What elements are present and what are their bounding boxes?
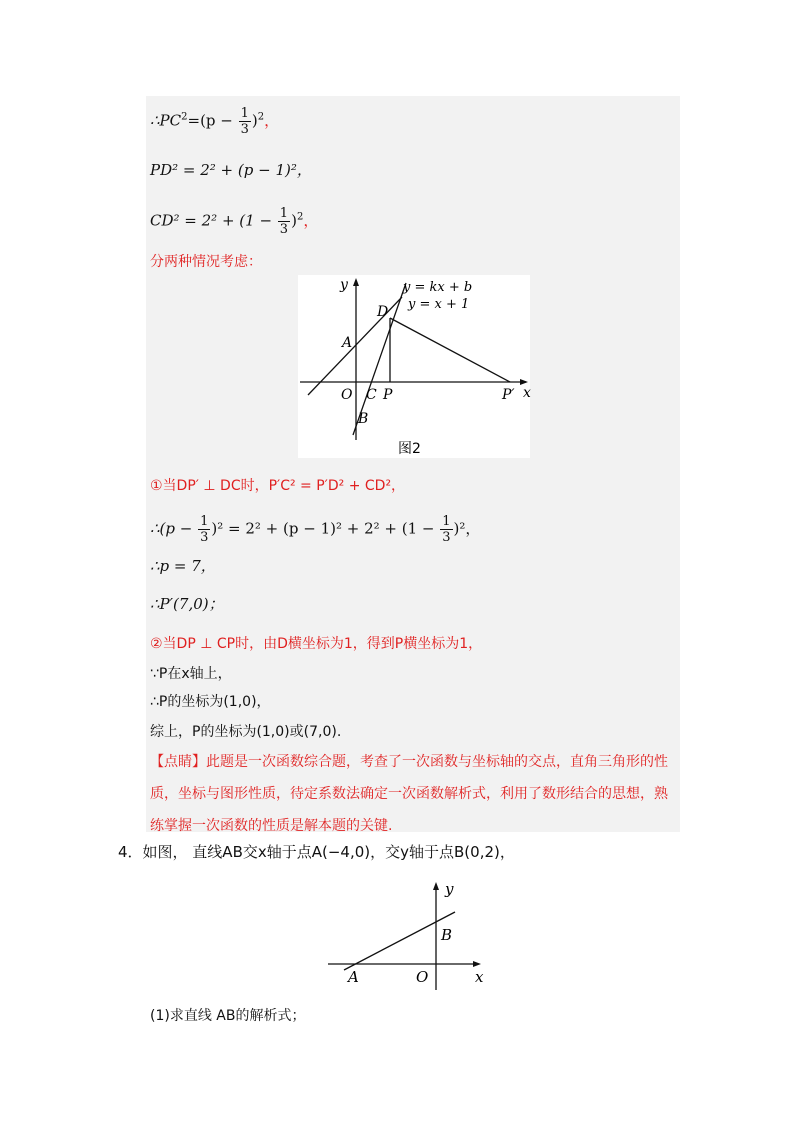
formula-pd-squared: PD² = 2² + (p − 1)²， [150,161,312,179]
q4-label-o: O [416,968,429,986]
figure-2-caption: 图2 [398,441,421,457]
question-4-figure [328,878,498,990]
case-1-equation: ∴(p − $\frac{1}{3}$ )² = 2² + (p − 1)² + 2² + (1 − $\frac{1}{3}$ )²， [150,514,481,545]
label-y: y [340,277,348,293]
q4-x-arrow [473,961,481,967]
label-c: C [366,387,377,403]
figure-2 [298,275,530,458]
label-b: B [358,411,369,427]
segment-dp-prime [390,318,510,382]
cases-heading: 分两种情况考虑： [150,254,262,270]
label-x: x [523,385,531,401]
y-axis-arrow [353,278,359,286]
formula-pc-squared: $\therefore PC^2=(p$ − $\frac{1}{3}$ )$^2$， [150,106,280,137]
label-eq-x-1: y = x + 1 [408,297,470,312]
case-2-intro: ②当DP ⊥ CP时，由D横坐标为1，得到P横坐标为1， [150,636,483,652]
case-1-intro: ①当DP′ ⊥ DC时，P′C² = P′D² + CD²， [150,478,406,494]
q4-label-a: A [348,968,359,986]
case-2-coordinate: ∴P的坐标为(1,0)， [150,694,271,710]
label-d: D [377,304,389,320]
label-o: O [341,387,353,403]
q4-label-y: y [445,880,454,898]
label-p: P [383,387,393,403]
formula-cd-squared: CD² = 2² + (1 − $\frac{1}{3}$ )$^2$， [150,206,319,237]
q4-y-arrow [433,882,439,890]
q4-label-x: x [475,968,484,986]
summary: 综上，P的坐标为(1,0)或(7,0). [150,724,342,740]
sub-question-1: (1)求直线 AB的解析式； [150,1008,306,1024]
key-point-comment: 【点睛】此题是一次函数综合题，考查了一次函数与坐标轴的交点，直角三角形的性质，坐标与图形性质，待定系数法确定一次函数解析式，利用了数形结合的思想，熟练掌握一次函数的性质是解本题的关键. [150,754,668,834]
case-2-on-axis: ∵P在x轴上， [150,666,232,682]
case-1-point: ∴P′(7,0)； [150,595,224,613]
q4-label-b: B [441,926,453,944]
label-eq-kx-b: y = kx + b [403,280,473,295]
case-1-p-value: ∴p = 7， [150,557,216,575]
line-ab [344,912,455,970]
question-4-text: 4．如图， 直线AB交x轴于点A(−4,0)，交y轴于点B(0,2)， [118,843,515,861]
question-4-svg [328,878,498,990]
label-a: A [342,335,353,351]
label-p-prime: P′ [502,387,515,403]
figure-2-svg [298,275,530,458]
